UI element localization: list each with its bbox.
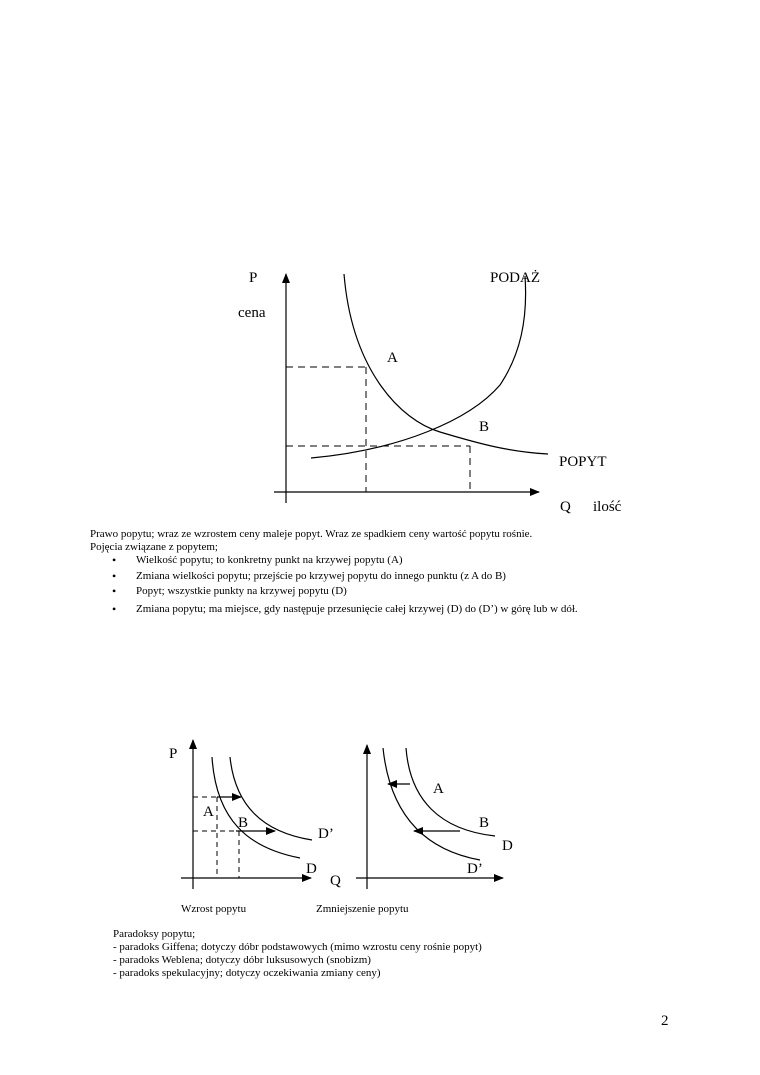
concepts-title: Pojęcia związane z popytem;: [90, 541, 218, 553]
graph3-d-prime-label: D’: [467, 861, 483, 877]
supply-label: PODAŻ: [490, 270, 541, 286]
graph2-point-b-label: B: [238, 815, 249, 831]
list-item: • Zmiana wielkości popytu; przejście po krzywej popytu do innego punktu (z A do B): [112, 570, 578, 586]
graph2-d-label: D: [306, 861, 317, 877]
graph3-caption: Zmniejszenie popytu: [316, 903, 409, 915]
graph3-point-a-label: A: [433, 781, 444, 797]
graph3-point-b-label: B: [479, 815, 490, 831]
list-item: • Zmiana popytu; ma miejsce, gdy następuje przesunięcie całej krzywej (D) do (D’) w górę lub w dół.: [112, 603, 578, 619]
graph2-d-prime-label: D’: [318, 826, 334, 842]
paradoxes-block: [113, 928, 482, 980]
demand-curve: [344, 274, 548, 454]
graph2-p-label: P: [169, 746, 178, 762]
graph3-d-label: D: [502, 838, 513, 854]
graph1-cena-label: cena: [238, 305, 266, 321]
paradoxes-title: Paradoksy popytu;: [113, 928, 196, 940]
list-item: - paradoks Giffena; dotyczy dóbr podstawowych (mimo wzrostu ceny rośnie popyt): [113, 941, 482, 953]
graph1-point-b-label: B: [479, 419, 490, 435]
list-item: - paradoks Weblena; dotyczy dóbr luksusowych (snobizm): [113, 954, 371, 966]
graph1-point-a-label: A: [387, 350, 398, 366]
demand-label: POPYT: [559, 454, 607, 470]
graph1-ilosc-label: ilość: [593, 499, 622, 515]
page-number: 2: [661, 1013, 669, 1029]
graph2-point-a-label: A: [203, 804, 214, 820]
graph2-caption: Wzrost popytu: [181, 903, 247, 915]
graph1-q-label: Q: [560, 499, 571, 515]
supply-curve: [311, 276, 526, 458]
graph2-q-label: Q: [330, 873, 341, 889]
graph1-p-label: P: [249, 270, 258, 286]
supply-demand-graph: [274, 274, 548, 503]
list-item: • Popyt; wszystkie punkty na krzywej popytu (D): [112, 585, 578, 601]
concepts-list: [112, 554, 578, 618]
list-item: • Wielkość popytu; to konkretny punkt na krzywej popytu (A): [112, 554, 578, 570]
list-item: - paradoks spekulacyjny; dotyczy oczekiwania zmiany ceny): [113, 967, 381, 979]
graph3-curve-d-prime: [383, 748, 480, 860]
law-of-demand-text: Prawo popytu; wraz ze wzrostem ceny maleje popyt. Wraz ze spadkiem ceny wartość popytu rośnie.: [90, 528, 533, 540]
graph2-curve-d: [212, 757, 300, 858]
